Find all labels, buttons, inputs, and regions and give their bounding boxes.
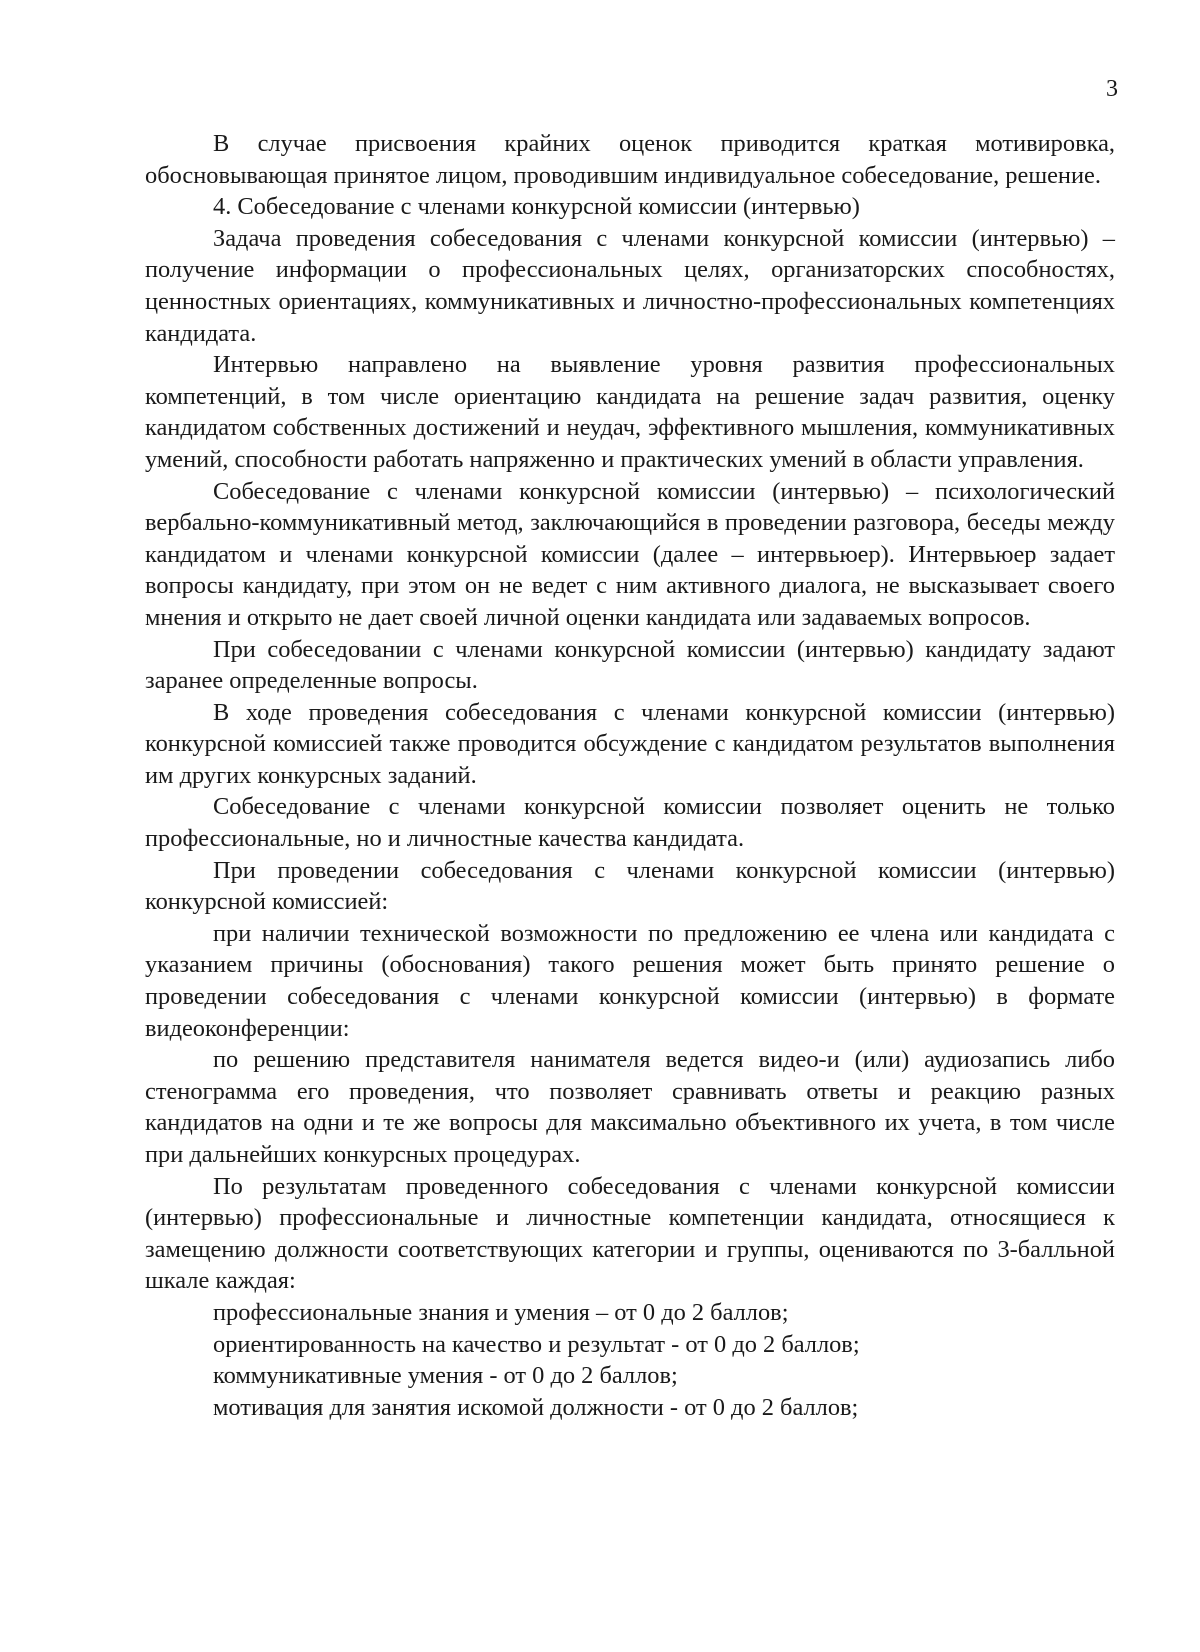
paragraph-commission-actions: При проведении собеседования с членами конкурсной комиссии (интервью) конкурсной комиссией:	[145, 856, 1115, 916]
section-heading-interview: 4. Собеседование с членами конкурсной комиссии (интервью)	[213, 193, 860, 221]
paragraph-interview-method: Собеседование с членами конкурсной комиссии (интервью) – психологический вербально-коммуникативный метод, заключающийся в проведении разговора, беседы между кандидатом и членами конкурсной комиссии (далее – интервьюер). Интервьюер задает вопросы кандидату, при этом он не ведет с ним активного диалога, не высказывает своего мнения и открыто не дает своей личной оценки кандидата или задаваемых вопросов.	[145, 477, 1115, 631]
paragraph-predefined-questions: При собеседовании с членами конкурсной комиссии (интервью) кандидату задают заранее определенные вопросы.	[145, 635, 1115, 695]
list-item: профессиональные знания и умения – от 0 до 2 баллов;	[213, 1298, 789, 1326]
paragraph-results-discussion: В ходе проведения собеседования с членами конкурсной комиссии (интервью) конкурсной комиссией также проводится обсуждение с кандидатом результатов выполнения им других конкурсных заданий.	[145, 698, 1115, 789]
paragraph-interview-focus: Интервью направлено на выявление уровня развития профессиональных компетенций, в том числе ориентацию кандидата на решение задач развития, оценку кандидатом собственных достижений и неудач, эффективного мышления, коммуникативных умений, способности работать напряженно и практических умений в области управления.	[145, 351, 1115, 473]
list-item: ориентированность на качество и результат - от 0 до 2 баллов;	[213, 1330, 860, 1358]
paragraph-recording: по решению представителя нанимателя ведется видео-и (или) аудиозапись либо стенограмма его проведения, что позволяет сравнивать ответы и реакцию разных кандидатов на одни и те же вопросы для максимально объективного их учета, в том числе при дальнейших конкурсных процедурах.	[145, 1046, 1115, 1168]
list-item: коммуникативные умения - от 0 до 2 баллов;	[213, 1362, 678, 1390]
paragraph-videoconference: при наличии технической возможности по предложению ее члена или кандидата с указанием причины (обоснования) такого решения может быть принято решение о проведении собеседования с членами конкурсной комиссии (интервью) в формате видеоконференции:	[145, 919, 1115, 1042]
paragraph-interview-goal: Задача проведения собеседования с членами конкурсной комиссии (интервью) – получение информации о профессиональных целях, организаторских способностях, ценностных ориентациях, коммуникативных и личностно-профессиональных компетенциях кандидата.	[145, 224, 1115, 347]
document-body	[145, 128, 1115, 1423]
paragraph-extreme-scores: В случае присвоения крайних оценок приводится краткая мотивировка, обосновывающая принятое лицом, проводившим индивидуальное собеседование, решение.	[145, 130, 1115, 189]
paragraph-qualities: Собеседование с членами конкурсной комиссии позволяет оценить не только профессиональные, но и личностные качества кандидата.	[145, 793, 1115, 853]
list-item: мотивация для занятия искомой должности - от 0 до 2 баллов;	[213, 1393, 859, 1421]
page-number: 3	[1106, 76, 1118, 102]
paragraph-scoring: По результатам проведенного собеседования с членами конкурсной комиссии (интервью) профессиональные и личностные компетенции кандидата, относящиеся к замещению должности соответствующих категории и группы, оцениваются по 3-балльной шкале каждая:	[145, 1172, 1115, 1295]
